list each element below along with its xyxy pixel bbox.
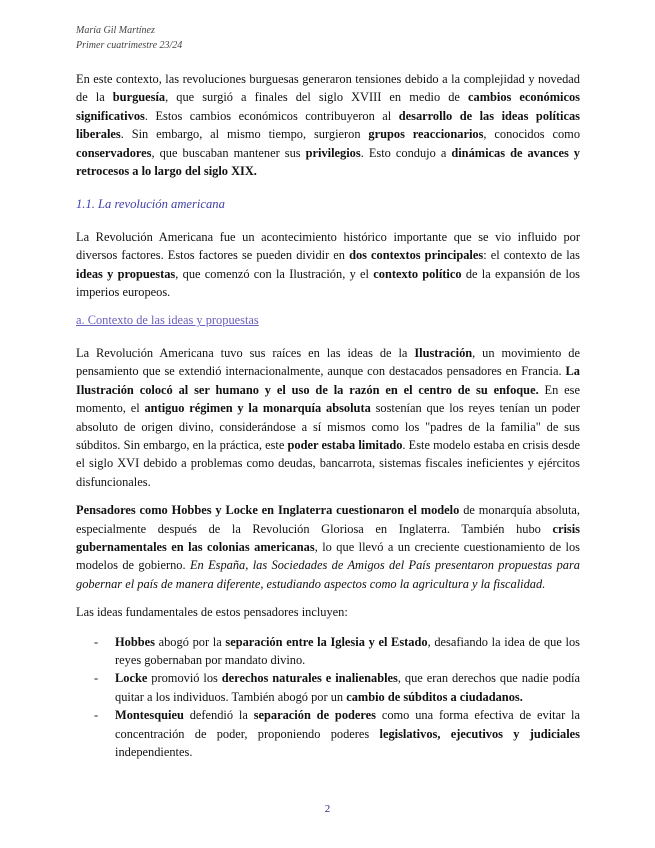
text-run: , que surgió a finales del siglo XVIII en medio de bbox=[165, 90, 468, 105]
bullet-dash: - bbox=[94, 634, 99, 649]
ideas-list bbox=[76, 633, 580, 762]
bold-term: burguesía bbox=[112, 90, 166, 105]
bold-term: Hobbes bbox=[115, 634, 155, 649]
text-run: . Estos cambios económicos contribuyeron al bbox=[144, 108, 399, 123]
italic-note: En España, las Sociedades de Amigos del País presentaron propuestas para gobernar el país de manera diferente, estudiando aspectos como la agricultura y la fiscalidad. bbox=[76, 558, 580, 591]
subsection-heading: a. Contexto de las ideas y propuestas bbox=[76, 313, 259, 328]
bold-term: cambio de súbditos a ciudadanos. bbox=[346, 689, 523, 704]
text-run: , conocidos como bbox=[483, 127, 581, 142]
bold-term: dos contextos principales bbox=[349, 248, 484, 263]
text-run: : el contexto de las bbox=[483, 248, 580, 263]
page-header bbox=[76, 24, 182, 53]
list-item bbox=[76, 706, 580, 761]
bold-term: Montesquieu bbox=[115, 708, 184, 723]
text-run: de la expansión de los imperios europeos. bbox=[76, 266, 580, 300]
text-run: En ese momento, el bbox=[76, 382, 580, 416]
text-run: defendió la bbox=[183, 708, 254, 723]
text-run: La Revolución Americana fue un acontecimiento histórico importante que se vio influido por diversos factores. Estos factores se pueden dividir en bbox=[76, 229, 580, 263]
bold-term: privilegios bbox=[305, 145, 361, 160]
text-run: promovió los bbox=[147, 671, 222, 686]
text-run: , desafiando la idea de que los reyes gobernaban por mandato divino. bbox=[115, 634, 581, 667]
text-run: La Revolución Americana tuvo sus raíces en las ideas de la bbox=[76, 345, 415, 360]
text-run: , que eran derechos que nadie podía quitar a los individuos. También abogó por un bbox=[115, 671, 580, 704]
text-run: sostenían que los reyes tenían un poder absoluto de origen divino, considerándose a sí mismos como los "padres de la familia" de sus súbditos. Sin embargo, en la práctica, este bbox=[76, 401, 580, 452]
bullet-dash: - bbox=[94, 708, 99, 723]
bold-term: cambios económicos significativos bbox=[76, 90, 580, 123]
bold-term: Ilustración bbox=[414, 345, 473, 360]
bold-term: derechos naturales e inalienables bbox=[221, 671, 398, 686]
bullet-dash: - bbox=[94, 671, 99, 686]
bold-term: La Ilustración colocó al ser humano y el uso de la razón en el centro de su enfoque. bbox=[76, 364, 580, 397]
bold-term: antiguo régimen y la monarquía absoluta bbox=[144, 401, 371, 416]
bold-term: Locke bbox=[115, 671, 148, 686]
text-run: En este contexto, las revoluciones burguesas generaron tensiones debido a la complejidad y novedad de la bbox=[76, 72, 580, 105]
bold-term: grupos reaccionarios bbox=[368, 127, 484, 142]
bold-term: crisis gubernamentales en las colonias americanas bbox=[76, 521, 580, 554]
text-run: como una forma efectiva de evitar la concentración de poder, proponiendo poderes bbox=[115, 708, 580, 741]
text-run: , lo que llevó a un creciente cuestionamiento de los modelos de gobierno. bbox=[76, 539, 580, 573]
bold-term: conservadores bbox=[76, 145, 152, 160]
ilustracion-paragraph bbox=[76, 344, 580, 491]
text-run: , un movimiento de pensamiento que se extendió internacionalmente, aunque con destacados pensadores en Francia. bbox=[76, 345, 580, 379]
bold-term: desarrollo de las ideas políticas liberales bbox=[76, 108, 580, 142]
bold-term: legislativos, ejecutivos y judiciales bbox=[379, 726, 580, 741]
text-run: . Sin embargo, al mismo tiempo, surgieron bbox=[120, 127, 369, 142]
header-term: Primer cuatrimestre 23/24 bbox=[76, 39, 183, 51]
text-run: . Este modelo estaba en crisis desde el siglo XVI debido a problemas como deudas, bancarrota, sistemas fiscales ineficientes y ejércitos disfuncionales. bbox=[76, 437, 581, 489]
section-paragraph bbox=[76, 228, 580, 302]
header-author: María Gil Martínez bbox=[76, 25, 155, 36]
text-run: de monarquía absoluta, especialmente después de la Revolución Gloriosa en Inglaterra. También hubo bbox=[76, 503, 580, 536]
bold-term: separación entre la Iglesia y el Estado bbox=[225, 634, 428, 649]
list-intro: Las ideas fundamentales de estos pensadores incluyen: bbox=[76, 605, 348, 620]
page-number: 2 bbox=[324, 803, 331, 815]
text-run: . Esto condujo a bbox=[360, 145, 452, 160]
list-item bbox=[76, 669, 580, 706]
intro-paragraph bbox=[76, 70, 580, 180]
bold-term: contexto político bbox=[373, 266, 462, 281]
pensadores-paragraph bbox=[76, 501, 580, 593]
bold-term: Pensadores como Hobbes y Locke en Inglaterra cuestionaron el modelo bbox=[76, 503, 460, 518]
bold-term: ideas y propuestas bbox=[76, 266, 176, 281]
page-content bbox=[76, 70, 580, 761]
bold-term: dinámicas de avances y retrocesos a lo largo del siglo XIX. bbox=[76, 145, 580, 179]
text-run: , que comenzó con la Ilustración, y el bbox=[175, 266, 374, 281]
section-heading: 1.1. La revolución americana bbox=[76, 197, 225, 212]
bold-term: separación de poderes bbox=[253, 708, 376, 723]
bold-term: poder estaba limitado bbox=[287, 437, 403, 452]
list-item bbox=[76, 633, 580, 670]
text-run: , que buscaban mantener sus bbox=[151, 145, 306, 160]
text-run: abogó por la bbox=[154, 634, 226, 649]
text-run: independientes. bbox=[115, 745, 193, 759]
